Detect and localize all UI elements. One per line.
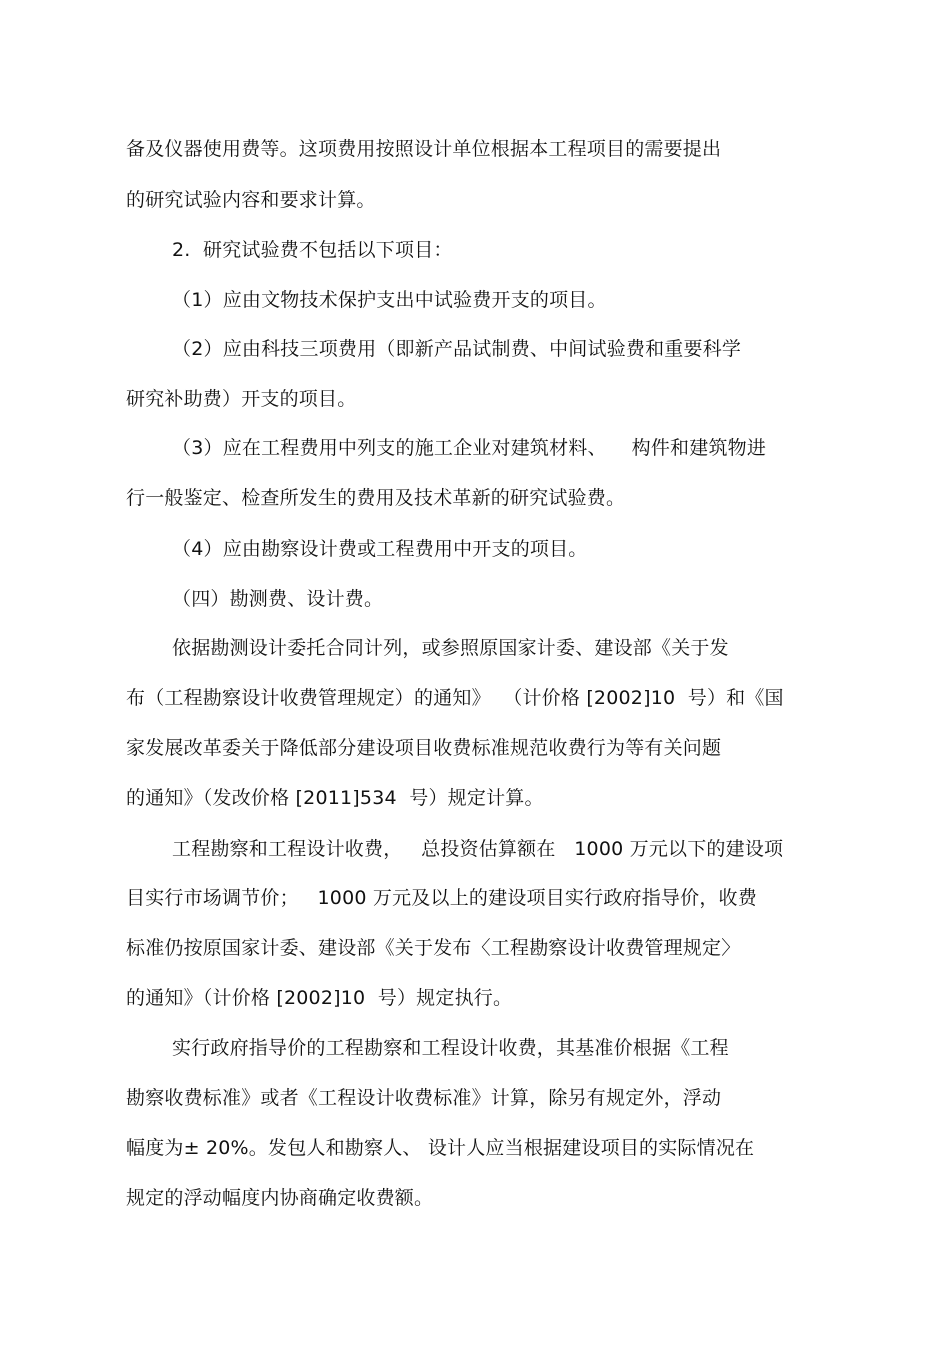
text-line-18: 的通知》（计价格 [2002]10 号）规定执行。	[126, 987, 513, 1009]
text-line-15: 工程勘察和工程设计收费， 总投资估算额在 1000 万元以下的建设项	[172, 838, 784, 860]
text-line-4: （1）应由文物技术保护支出中试验费开支的项目。	[172, 289, 607, 311]
text-line-2: 的研究试验内容和要求计算。	[126, 189, 376, 211]
text-line-8: 行一般鉴定、检查所发生的费用及技术革新的研究试验费。	[126, 487, 626, 509]
text-line-20: 勘察收费标准》或者《工程设计收费标准》计算，除另有规定外，浮动	[126, 1087, 722, 1109]
text-line-22: 规定的浮动幅度内协商确定收费额。	[126, 1187, 434, 1209]
text-line-6: 研究补助费）开支的项目。	[126, 388, 357, 410]
text-line-19: 实行政府指导价的工程勘察和工程设计收费，其基准价根据《工程	[172, 1037, 729, 1059]
text-line-5: （2）应由科技三项费用（即新产品试制费、中间试验费和重要科学	[172, 338, 742, 360]
text-line-12: 布（工程勘察设计收费管理规定）的通知》 （计价格 [2002]10 号）和《国	[126, 687, 784, 709]
text-line-17: 标准仍按原国家计委、建设部《关于发布〈工程勘察设计收费管理规定〉	[126, 937, 741, 959]
text-line-10: （四）勘测费、设计费。	[172, 588, 384, 610]
text-line-9: （4）应由勘察设计费或工程费用中开支的项目。	[172, 538, 588, 560]
text-line-13: 家发展改革委关于降低部分建设项目收费标准规范收费行为等有关问题	[126, 737, 722, 759]
text-line-7: （3）应在工程费用中列支的施工企业对建筑材料、 构件和建筑物进	[172, 437, 767, 459]
text-line-21: 幅度为± 20%。发包人和勘察人、 设计人应当根据建设项目的实际情况在	[126, 1137, 755, 1159]
text-line-14: 的通知》（发改价格 [2011]534 号）规定计算。	[126, 787, 544, 809]
text-line-16: 目实行市场调节价； 1000 万元及以上的建设项目实行政府指导价，收费	[126, 887, 757, 909]
text-line-3: 2. 研究试验费不包括以下项目：	[172, 239, 453, 261]
text-line-1: 备及仪器使用费等。这项费用按照设计单位根据本工程项目的需要提出	[126, 138, 722, 160]
text-line-11: 依据勘测设计委托合同计列，或参照原国家计委、建设部《关于发	[172, 637, 729, 659]
